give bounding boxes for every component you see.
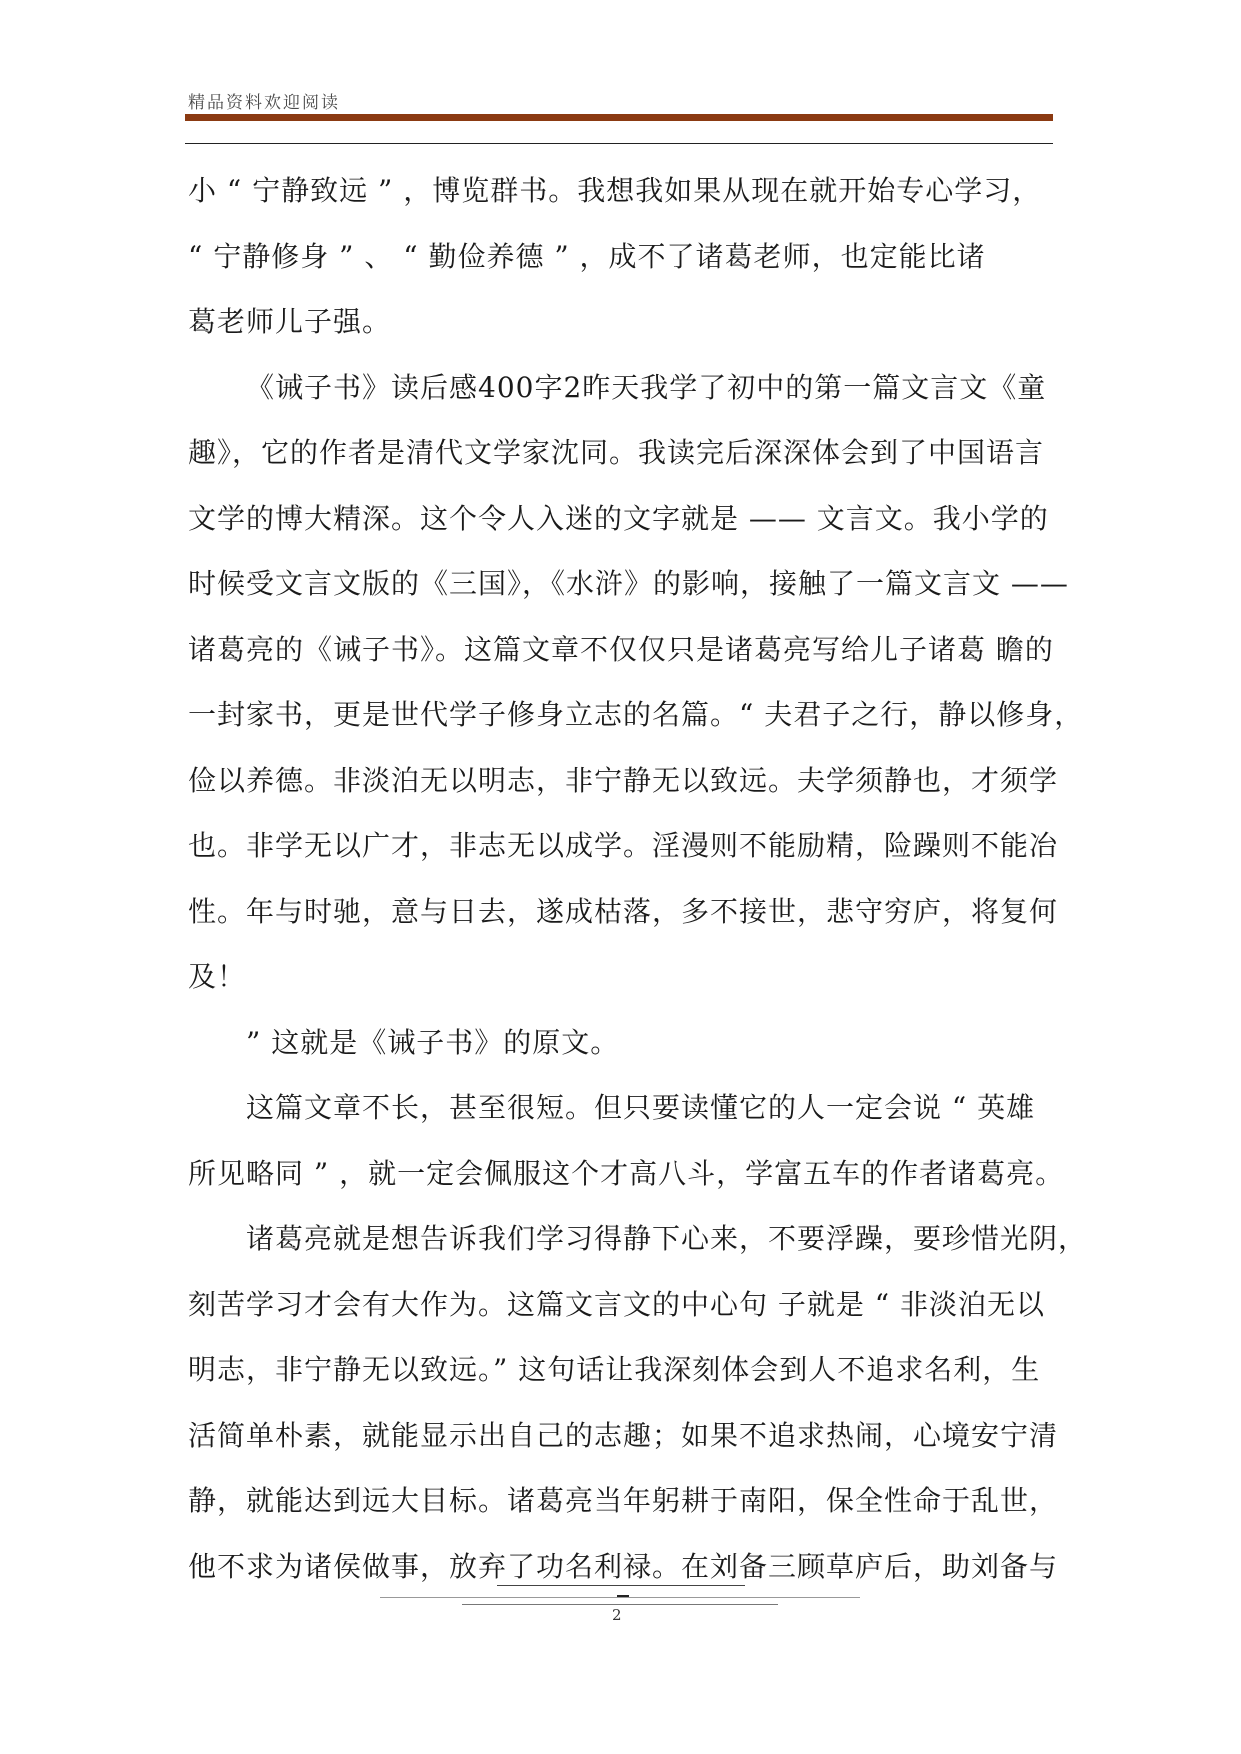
footer-rule [462,1604,778,1605]
header-title: 精品资料欢迎阅读 [188,93,340,113]
text-line: 刻苦学习才会有大作为。这篇文言文的中心句 子就是 “ 非淡泊无以 [188,1287,1046,1321]
document-body [188,158,1088,1599]
text-line: 所见略同 ” ，就一定会佩服这个才高八斗，学富五车的作者诸葛亮。 [188,1156,1065,1190]
header-rule-thin [185,143,1053,144]
text-line: 趣》，它的作者是清代文学家沈同。我读完后深深体会到了中国语言 [188,436,1045,469]
text-line: 静，就能达到远大目标。诸葛亮当年躬耕于南阳，保全性命于乱世， [188,1484,1059,1517]
text-line: 他不求为诸侯做事，放弃了功名利禄。在刘备三顾草庐后，助刘备与 [188,1549,1059,1583]
paragraph-start-line: 诸葛亮就是想告诉我们学习得静下心来，不要浮躁，要珍惜光阴， [246,1222,1088,1255]
text-line: 小 “ 宁静致远 ” ，博览群书。我想我如果从现在就开始专心学习， [188,174,1042,207]
text-line: 时候受文言文版的《三国》，《水浒》的影响，接触了一篇文言文 —— [188,567,1069,600]
paragraph-start-line: 这篇文章不长，甚至很短。但只要读懂它的人一定会说 “ 英雄 [246,1091,1036,1124]
text-line: 诸葛亮的《诫子书》。这篇文章不仅仅只是诸葛亮写给儿子诸葛 瞻的 [188,632,1054,666]
page-number: 2 [612,1606,622,1624]
text-line: 一封家书，更是世代学子修身立志的名篇。“ 夫君子之行，静以修身， [188,698,1084,731]
text-line: 葛老师儿子强。 [188,305,392,338]
paragraph-start-line: ” 这就是《诫子书》的原文。 [246,1025,620,1059]
text-line: 活简单朴素，就能显示出自己的志趣；如果不追求热闹，心境安宁清 [188,1418,1059,1452]
text-line: 也。非学无以广才，非志无以成学。淫漫则不能励精，险躁则不能冶 [188,829,1059,862]
text-line: 文学的博大精深。这个令人入迷的文字就是 —— 文言文。我小学的 [188,501,1049,535]
text-line: 及！ [188,960,247,993]
paragraph-start-line: 《诫子书》读后感400字2昨天我学了初中的第一篇文言文《童 [246,370,1047,404]
footer-rule [380,1597,860,1598]
footer-rule [497,1585,745,1586]
text-line: “ 宁静修身 ” 、 “ 勤俭养德 ” ，成不了诸葛老师，也定能比诸 [188,239,986,273]
text-line: 性。年与时驰，意与日去，遂成枯落，多不接世，悲守穷庐，将复何 [188,894,1059,928]
text-line: 明志，非宁静无以致远。” 这句话让我深刻体会到人不追求名利，生 [188,1353,1041,1386]
header-rule-thick [185,114,1053,121]
text-line: 俭以养德。非淡泊无以明志，非宁静无以致远。夫学须静也，才须学 [188,763,1059,797]
